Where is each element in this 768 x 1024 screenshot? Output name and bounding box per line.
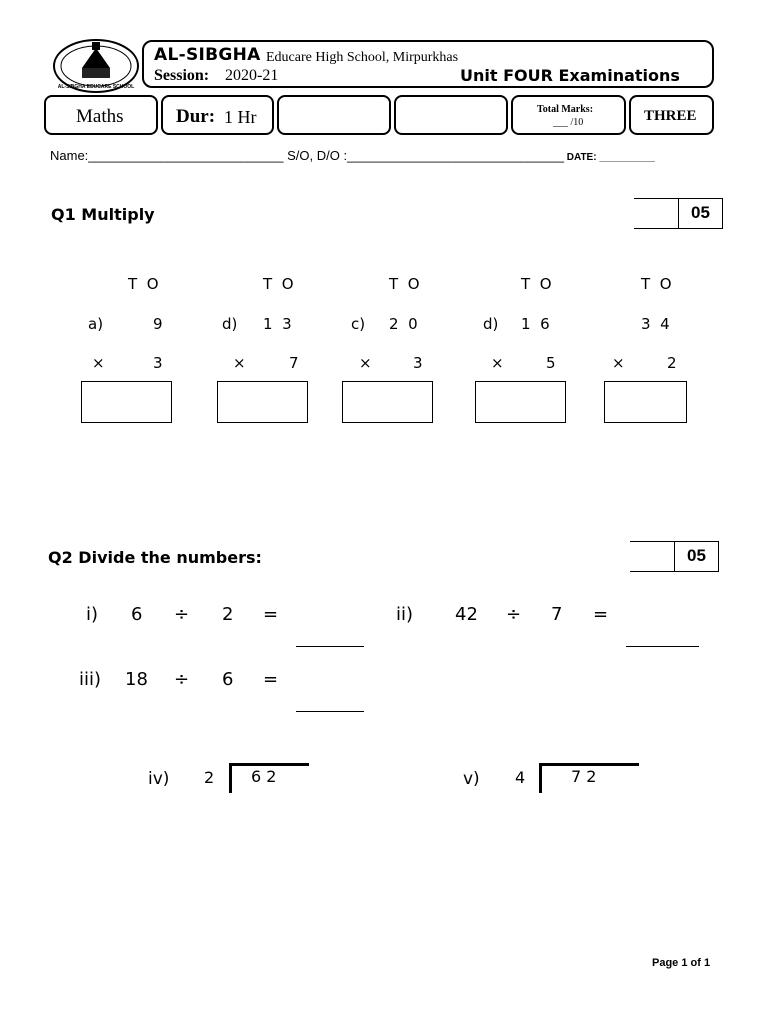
- q2iv-division-bar: [229, 763, 309, 766]
- q2ii-label: ii): [396, 604, 414, 625]
- q2v-division-bar: [539, 763, 639, 766]
- q1e-top: 3 4: [641, 315, 670, 333]
- duration-value: 1 Hr: [224, 107, 257, 127]
- exam-title: Unit FOUR Examinations: [460, 66, 680, 85]
- q2iii-equals: =: [263, 669, 279, 690]
- q2-title: Q2 Divide the numbers:: [48, 548, 262, 567]
- q2-marks-rule: [630, 541, 674, 542]
- q2i-dividend: 6: [131, 604, 143, 625]
- q1d-top: 1 6: [521, 315, 550, 333]
- q2iii-label: iii): [79, 669, 102, 690]
- q2iv-label: iv): [148, 769, 170, 789]
- q1e-operator: ×: [612, 354, 625, 372]
- q2i-divisor: 2: [222, 604, 234, 625]
- q2ii-operator: ÷: [506, 604, 522, 625]
- q2-marks-box: 05: [674, 541, 719, 572]
- q2ii-equals: =: [593, 604, 609, 625]
- q1b-bottom: 7: [289, 354, 299, 372]
- q2iii-divisor: 6: [222, 669, 234, 690]
- class-value: THREE: [644, 108, 697, 124]
- q1e-answer-box[interactable]: [604, 381, 687, 423]
- q2i-label: i): [86, 604, 99, 625]
- q1d-operator: ×: [491, 354, 504, 372]
- q2iii-dividend: 18: [125, 669, 148, 690]
- school-logo: [52, 38, 140, 94]
- q1c-bottom: 3: [413, 354, 423, 372]
- school-subtitle: Educare High School, Mirpurkhas: [266, 50, 459, 65]
- name-field[interactable]: Name:___________________________: [50, 148, 284, 163]
- total-marks-label: Total Marks:: [537, 104, 594, 115]
- q1c-operator: ×: [359, 354, 372, 372]
- q2iv-dividend: 6 2: [251, 767, 277, 786]
- q2iii-answer-line[interactable]: [296, 711, 364, 712]
- total-marks-box: [511, 95, 626, 135]
- q1a-top: 9: [153, 315, 163, 333]
- q2v-division-bracket: [539, 763, 542, 793]
- q2ii-answer-line[interactable]: [626, 646, 699, 647]
- q1d-answer-box[interactable]: [475, 381, 566, 423]
- q1b-place-header: T O: [263, 275, 294, 293]
- page-number: Page 1 of 1: [652, 957, 711, 969]
- duration-label: Dur:: [176, 106, 216, 127]
- q1a-place-header: T O: [128, 275, 159, 293]
- q1a-operator: ×: [92, 354, 105, 372]
- q1-title: Q1 Multiply: [51, 205, 155, 224]
- q1a-label: a): [88, 315, 104, 333]
- q1b-operator: ×: [233, 354, 246, 372]
- q1d-place-header: T O: [521, 275, 552, 293]
- school-name: AL-SIBGHA: [154, 45, 261, 65]
- q1b-top: 1 3: [263, 315, 292, 333]
- q1c-answer-box[interactable]: [342, 381, 433, 423]
- q1-marks-box: 05: [678, 198, 723, 229]
- q2-marks-rule: [630, 571, 674, 572]
- date-field[interactable]: DATE: __________: [563, 152, 655, 163]
- q1e-place-header: T O: [641, 275, 672, 293]
- q2i-operator: ÷: [174, 604, 190, 625]
- q2ii-divisor: 7: [551, 604, 563, 625]
- blank-box-2: [394, 95, 508, 135]
- q1a-answer-box[interactable]: [81, 381, 172, 423]
- q2v-dividend: 7 2: [571, 767, 597, 786]
- q1b-label: d): [222, 315, 238, 333]
- student-info-line: [50, 148, 655, 163]
- q2i-answer-line[interactable]: [296, 646, 364, 647]
- q1b-answer-box[interactable]: [217, 381, 308, 423]
- blank-box-1: [277, 95, 391, 135]
- svg-text:AL-SIBGHA EDUCARE SCHOOL: AL-SIBGHA EDUCARE SCHOOL: [57, 84, 135, 90]
- q1a-bottom: 3: [153, 354, 163, 372]
- q1d-label: d): [483, 315, 499, 333]
- q2ii-dividend: 42: [455, 604, 478, 625]
- q2iv-divisor: 2: [204, 768, 215, 787]
- q2iii-operator: ÷: [174, 669, 190, 690]
- q1c-top: 2 0: [389, 315, 418, 333]
- q2v-divisor: 4: [515, 768, 526, 787]
- q1-marks-rule: [634, 228, 678, 229]
- q1d-bottom: 5: [546, 354, 556, 372]
- q1c-label: c): [351, 315, 366, 333]
- q1e-bottom: 2: [667, 354, 677, 372]
- session-value: 2020-21: [225, 67, 279, 84]
- total-marks-value: ___ /10: [553, 117, 584, 128]
- q2iv-division-bracket: [229, 763, 232, 793]
- q1c-place-header: T O: [389, 275, 420, 293]
- q2v-label: v): [463, 769, 480, 789]
- subject: Maths: [76, 106, 124, 127]
- parent-field[interactable]: S/O, D/O :______________________________: [283, 148, 564, 163]
- q1-marks-rule: [634, 198, 678, 199]
- session-label: Session:: [154, 67, 210, 84]
- q2i-equals: =: [263, 604, 279, 625]
